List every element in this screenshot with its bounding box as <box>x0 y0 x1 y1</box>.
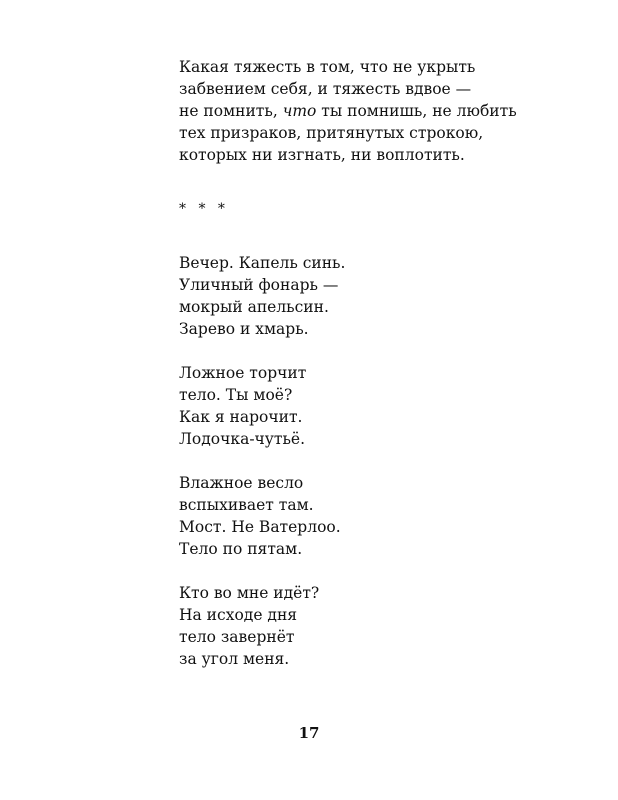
poem-2-line: Уличный фонарь — <box>179 276 339 294</box>
poem-2-line: Зарево и хмарь. <box>179 320 309 338</box>
poem-2-line: тело. Ты моё? <box>179 386 293 404</box>
poem-2-line: Лодочка-чутьё. <box>179 430 306 448</box>
poem-2-line: Тело по пятам. <box>179 540 303 558</box>
poem-2-line: мокрый апельсин. <box>179 298 329 316</box>
stanza <box>179 582 579 670</box>
poem-2-line: Кто во мне идёт? <box>179 584 320 602</box>
poem-1-line: которых ни изгнать, ни воплотить. <box>179 146 465 164</box>
stanza <box>179 252 579 340</box>
poem-2-line: тело завернёт <box>179 628 295 646</box>
poem-1-italic-word: что <box>282 102 317 120</box>
poem-1-line: Какая тяжесть в том, что не укрыть <box>179 58 476 76</box>
poem-1-line: тех призраков, притянутых строкою, <box>179 124 484 142</box>
stanza <box>179 472 579 560</box>
section-separator: * * * <box>179 201 229 217</box>
stanza <box>179 362 579 450</box>
poem-2 <box>179 252 579 670</box>
poem-text-block <box>179 56 579 670</box>
poem-2-line: вспыхивает там. <box>179 496 314 514</box>
poem-2-line: Как я нарочит. <box>179 408 303 426</box>
poem-2-line: Мост. Не Ватерлоо. <box>179 518 341 536</box>
poem-1-line-segment: не помнить, <box>179 102 283 120</box>
poem-2-line: Ложное торчит <box>179 364 307 382</box>
poem-1-line-segment: ты помнишь, не любить <box>316 102 517 120</box>
poem-1-line: забвением себя, и тяжесть вдвое — <box>179 80 472 98</box>
poem-2-line: за угол меня. <box>179 650 290 668</box>
poem-2-line: Влажное весло <box>179 474 304 492</box>
poem-2-line: Вечер. Капель синь. <box>179 254 346 272</box>
poem-1 <box>179 56 579 166</box>
poem-1-line <box>179 100 579 122</box>
poem-2-line: На исходе дня <box>179 606 298 624</box>
page-number: 17 <box>298 724 320 742</box>
